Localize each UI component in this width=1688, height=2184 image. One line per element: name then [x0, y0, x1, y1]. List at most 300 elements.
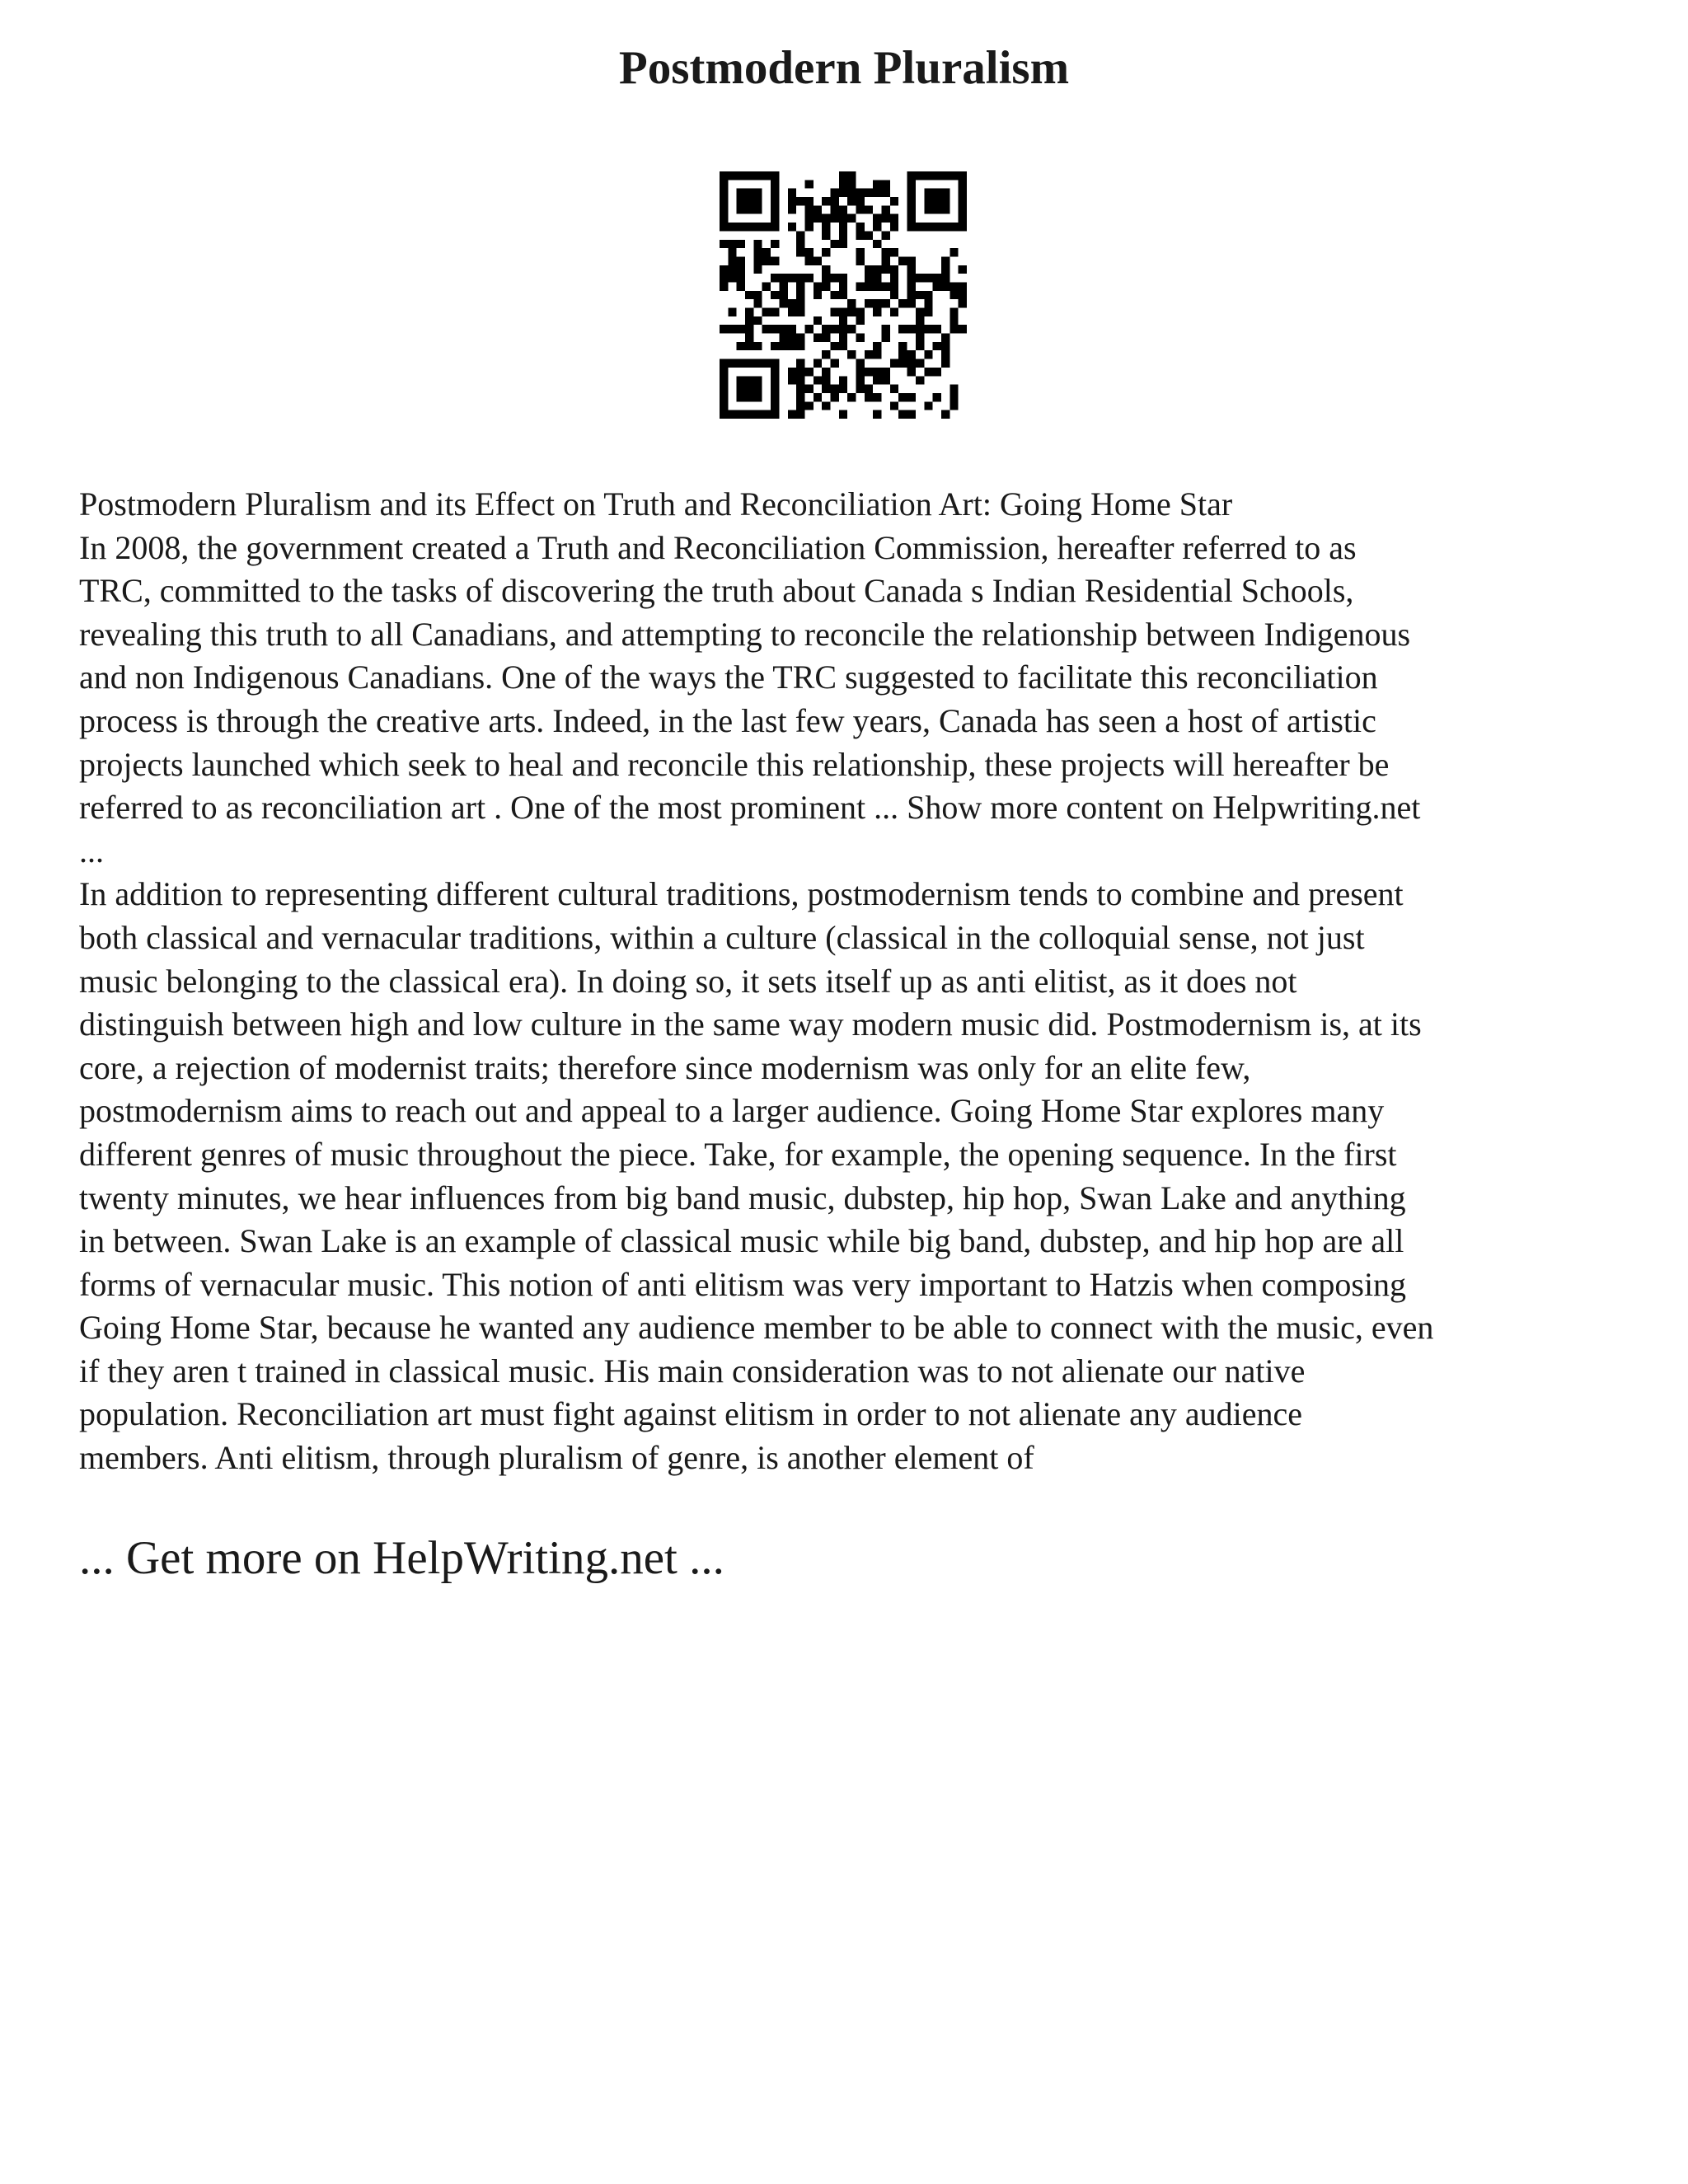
- qr-module: [745, 342, 753, 350]
- qr-module: [762, 256, 771, 265]
- qr-module: [856, 248, 865, 256]
- qr-module: [771, 240, 779, 248]
- qr-module: [814, 214, 822, 223]
- qr-module: [788, 274, 796, 282]
- qr-module: [814, 334, 822, 342]
- qr-module: [873, 180, 881, 188]
- qr-module: [839, 385, 847, 393]
- qr-module: [856, 376, 865, 384]
- qr-module: [771, 256, 779, 265]
- qr-module: [898, 299, 907, 307]
- qr-module: [865, 368, 873, 376]
- qr-module: [941, 350, 950, 359]
- qr-module: [873, 393, 881, 401]
- qr-module: [873, 265, 881, 274]
- qr-module: [814, 376, 822, 384]
- qr-module: [814, 316, 822, 325]
- qr-module: [720, 223, 728, 231]
- qr-module: [907, 274, 916, 282]
- qr-module: [950, 223, 958, 231]
- qr-module: [753, 316, 762, 325]
- qr-module: [847, 325, 856, 333]
- qr-module: [753, 342, 762, 350]
- qr-module: [737, 376, 745, 384]
- qr-module: [959, 325, 967, 333]
- qr-module: [865, 393, 873, 401]
- qr-module: [933, 393, 941, 401]
- qr-module: [873, 342, 881, 350]
- qr-module: [830, 240, 838, 248]
- qr-module: [720, 325, 728, 333]
- qr-module: [907, 171, 916, 180]
- qr-module: [873, 223, 881, 231]
- qr-module: [728, 171, 736, 180]
- qr-module: [753, 299, 762, 307]
- qr-module: [830, 205, 838, 213]
- qr-module: [762, 410, 771, 419]
- qr-module: [882, 231, 890, 239]
- qr-module: [745, 197, 753, 205]
- qr-module: [771, 171, 779, 180]
- qr-module: [745, 410, 753, 419]
- page-title: Postmodern Pluralism: [618, 42, 1070, 94]
- qr-module: [856, 316, 865, 325]
- qr-module: [865, 350, 873, 359]
- qr-module: [890, 197, 898, 205]
- qr-module: [737, 359, 745, 368]
- qr-module: [753, 248, 762, 256]
- qr-module: [941, 197, 950, 205]
- qr-module: [745, 171, 753, 180]
- qr-module: [720, 205, 728, 213]
- qr-module: [916, 316, 924, 325]
- qr-module: [720, 376, 728, 384]
- qr-module: [745, 325, 753, 333]
- qr-module: [737, 171, 745, 180]
- qr-module: [737, 282, 745, 290]
- qr-module: [941, 410, 950, 419]
- qr-module: [771, 308, 779, 316]
- qr-module: [771, 291, 779, 299]
- qr-module: [822, 334, 830, 342]
- qr-module: [796, 410, 804, 419]
- qr-module: [762, 223, 771, 231]
- qr-module: [822, 223, 830, 231]
- qr-module: [865, 299, 873, 307]
- qr-module: [779, 274, 787, 282]
- qr-module: [856, 282, 865, 290]
- qr-module: [771, 393, 779, 401]
- qr-module: [779, 334, 787, 342]
- qr-module: [745, 291, 753, 299]
- qr-module: [830, 393, 838, 401]
- qr-module: [728, 274, 736, 282]
- qr-module: [753, 256, 762, 265]
- qr-module: [814, 359, 822, 368]
- qr-module: [830, 325, 838, 333]
- qr-module: [771, 401, 779, 410]
- qr-module: [771, 342, 779, 350]
- qr-module: [924, 368, 932, 376]
- qr-module: [822, 350, 830, 359]
- qr-module: [720, 265, 728, 274]
- qr-module: [737, 265, 745, 274]
- qr-module: [890, 223, 898, 231]
- qr-module: [753, 205, 762, 213]
- get-more-link[interactable]: ... Get more on HelpWriting.net ...: [79, 1532, 724, 1584]
- qr-module: [916, 325, 924, 333]
- qr-module: [924, 291, 932, 299]
- qr-module: [822, 274, 830, 282]
- qr-module: [822, 248, 830, 256]
- qr-module: [950, 308, 958, 316]
- qr-module: [839, 205, 847, 213]
- qr-module: [728, 325, 736, 333]
- qr-module: [788, 197, 796, 205]
- qr-module: [796, 282, 804, 290]
- qr-module: [796, 359, 804, 368]
- qr-module: [873, 214, 881, 223]
- qr-module: [847, 308, 856, 316]
- qr-module: [745, 316, 753, 325]
- qr-module: [873, 410, 881, 419]
- qr-module: [890, 265, 898, 274]
- qr-module: [839, 282, 847, 290]
- qr-module: [882, 368, 890, 376]
- qr-module: [822, 376, 830, 384]
- qr-module: [941, 189, 950, 197]
- qr-module: [839, 334, 847, 342]
- qr-module: [737, 205, 745, 213]
- qr-module: [873, 368, 881, 376]
- qr-module: [924, 350, 932, 359]
- qr-module: [898, 325, 907, 333]
- qr-module: [856, 231, 865, 239]
- qr-module: [959, 265, 967, 274]
- qr-module: [890, 308, 898, 316]
- qr-module: [882, 205, 890, 213]
- qr-module: [839, 308, 847, 316]
- qr-module: [814, 291, 822, 299]
- qr-module: [856, 359, 865, 368]
- qr-module: [737, 410, 745, 419]
- qr-module: [753, 291, 762, 299]
- qr-module: [804, 274, 813, 282]
- qr-module: [950, 325, 958, 333]
- qr-module: [847, 197, 856, 205]
- qr-module: [933, 189, 941, 197]
- qr-module: [890, 401, 898, 410]
- qr-module: [856, 223, 865, 231]
- qr-module: [924, 299, 932, 307]
- qr-module: [933, 205, 941, 213]
- qr-module: [941, 342, 950, 350]
- qr-module: [950, 282, 958, 290]
- qr-module: [753, 240, 762, 248]
- qr-module: [890, 291, 898, 299]
- qr-module: [839, 342, 847, 350]
- qr-module: [839, 223, 847, 231]
- qr-module: [907, 189, 916, 197]
- qr-module: [916, 223, 924, 231]
- qr-module: [788, 308, 796, 316]
- qr-module: [950, 248, 958, 256]
- qr-module: [822, 231, 830, 239]
- qr-module: [941, 265, 950, 274]
- qr-module: [771, 325, 779, 333]
- qr-module: [771, 214, 779, 223]
- qr-module: [771, 385, 779, 393]
- qr-module: [933, 282, 941, 290]
- qr-module: [788, 205, 796, 213]
- qr-module: [933, 342, 941, 350]
- qr-module: [882, 299, 890, 307]
- qr-module: [950, 316, 958, 325]
- article-body: [79, 483, 1629, 1480]
- qr-module: [804, 214, 813, 223]
- qr-module: [728, 410, 736, 419]
- qr-module: [898, 256, 907, 265]
- qr-module: [916, 334, 924, 342]
- qr-module: [959, 205, 967, 213]
- qr-module: [779, 342, 787, 350]
- qr-module: [822, 368, 830, 376]
- qr-module: [873, 189, 881, 197]
- qr-module: [907, 180, 916, 188]
- qr-module: [882, 214, 890, 223]
- qr-module: [720, 240, 728, 248]
- qr-module: [720, 180, 728, 188]
- qr-module: [856, 308, 865, 316]
- qr-module: [804, 385, 813, 393]
- qr-module: [822, 265, 830, 274]
- qr-module: [907, 325, 916, 333]
- qr-module: [804, 223, 813, 231]
- qr-module: [796, 342, 804, 350]
- qr-module: [959, 197, 967, 205]
- qr-module: [753, 385, 762, 393]
- qr-module: [753, 376, 762, 384]
- qr-module: [898, 410, 907, 419]
- qr-module: [745, 334, 753, 342]
- qr-module: [847, 393, 856, 401]
- qr-module: [830, 359, 838, 368]
- qr-module: [890, 385, 898, 393]
- qr-module: [839, 214, 847, 223]
- qr-module: [882, 265, 890, 274]
- qr-module: [856, 256, 865, 265]
- qr-module: [856, 189, 865, 197]
- qr-module: [924, 197, 932, 205]
- qr-module: [745, 393, 753, 401]
- qr-module: [941, 256, 950, 265]
- qr-module: [788, 376, 796, 384]
- qr-module: [796, 393, 804, 401]
- qr-module: [898, 359, 907, 368]
- qr-module: [890, 359, 898, 368]
- qr-module: [873, 350, 881, 359]
- qr-module: [796, 308, 804, 316]
- qr-module: [720, 385, 728, 393]
- qr-module: [847, 189, 856, 197]
- qr-module: [728, 359, 736, 368]
- qr-module: [753, 410, 762, 419]
- qr-module: [907, 393, 916, 401]
- qr-module: [745, 308, 753, 316]
- qr-module: [933, 223, 941, 231]
- qr-module: [788, 223, 796, 231]
- qr-module: [788, 410, 796, 419]
- qr-module: [796, 197, 804, 205]
- qr-module: [873, 274, 881, 282]
- qr-module: [907, 299, 916, 307]
- qr-module: [788, 368, 796, 376]
- qr-module: [753, 197, 762, 205]
- qr-module: [856, 385, 865, 393]
- qr-module: [839, 274, 847, 282]
- qr-module: [745, 376, 753, 384]
- qr-module: [941, 205, 950, 213]
- qr-module: [856, 205, 865, 213]
- qr-module: [762, 248, 771, 256]
- qr-module: [788, 342, 796, 350]
- qr-module: [804, 256, 813, 265]
- qr-module: [822, 385, 830, 393]
- qr-module: [890, 248, 898, 256]
- qr-module: [907, 282, 916, 290]
- qr-module: [814, 282, 822, 290]
- qr-module: [753, 223, 762, 231]
- qr-module: [796, 376, 804, 384]
- qr-module: [907, 223, 916, 231]
- qr-module: [865, 231, 873, 239]
- qr-module: [847, 180, 856, 188]
- qr-module: [737, 240, 745, 248]
- qr-module: [771, 223, 779, 231]
- qr-module: [959, 223, 967, 231]
- qr-module: [865, 205, 873, 213]
- qr-module: [924, 401, 932, 410]
- qr-module: [959, 171, 967, 180]
- qr-module: [890, 282, 898, 290]
- qr-module: [745, 189, 753, 197]
- qr-module: [856, 334, 865, 342]
- qr-module: [941, 223, 950, 231]
- qr-module: [720, 359, 728, 368]
- qr-module: [804, 205, 813, 213]
- qr-module: [796, 299, 804, 307]
- qr-module: [865, 274, 873, 282]
- qr-module: [737, 325, 745, 333]
- qr-module: [737, 342, 745, 350]
- qr-module: [737, 393, 745, 401]
- qr-module: [796, 334, 804, 342]
- qr-module: [779, 299, 787, 307]
- qr-module: [873, 376, 881, 384]
- qr-module: [907, 291, 916, 299]
- qr-module: [796, 248, 804, 256]
- qr-module: [720, 171, 728, 180]
- qr-module: [916, 342, 924, 350]
- qr-module: [796, 368, 804, 376]
- qr-module: [933, 368, 941, 376]
- qr-module: [737, 385, 745, 393]
- qr-module: [873, 308, 881, 316]
- qr-module: [762, 359, 771, 368]
- qr-module: [728, 223, 736, 231]
- qr-module: [856, 368, 865, 376]
- qr-module: [847, 171, 856, 180]
- qr-module: [907, 359, 916, 368]
- qr-module: [830, 342, 838, 350]
- qr-module: [804, 248, 813, 256]
- qr-code-graphic: [720, 171, 967, 419]
- qr-module: [839, 410, 847, 419]
- qr-module: [822, 197, 830, 205]
- qr-module: [720, 274, 728, 282]
- qr-module: [882, 376, 890, 384]
- qr-module: [762, 282, 771, 290]
- qr-module: [788, 189, 796, 197]
- qr-module: [753, 171, 762, 180]
- qr-module: [796, 401, 804, 410]
- qr-module: [745, 385, 753, 393]
- qr-module: [830, 274, 838, 282]
- qr-module: [822, 325, 830, 333]
- qr-module: [779, 282, 787, 290]
- qr-module: [839, 376, 847, 384]
- qr-module: [839, 189, 847, 197]
- qr-module: [830, 308, 838, 316]
- qr-module: [839, 171, 847, 180]
- qr-module: [907, 256, 916, 265]
- qr-module: [779, 325, 787, 333]
- qr-module: [804, 368, 813, 376]
- qr-module: [753, 265, 762, 274]
- qr-module: [882, 248, 890, 256]
- qr-module: [856, 197, 865, 205]
- qr-module: [898, 342, 907, 350]
- qr-module: [830, 189, 838, 197]
- qr-module: [924, 171, 932, 180]
- qr-module: [959, 180, 967, 188]
- qr-module: [916, 274, 924, 282]
- qr-module: [933, 274, 941, 282]
- qr-module: [959, 282, 967, 290]
- qr-module: [907, 214, 916, 223]
- qr-code-icon: [720, 171, 967, 419]
- qr-module: [916, 359, 924, 368]
- qr-module: [839, 325, 847, 333]
- qr-module: [814, 256, 822, 265]
- qr-module: [796, 385, 804, 393]
- article-paragraph-main: In addition to representing different cultural traditions, postmodernism tends to combine and present both classical and vernacular traditions, within a culture (classical in the colloquial sense, not just music belonging to the classical era). In doing so, it sets itself up as anti elitist, as it does not distinguish between high and low culture in the same way modern music did. Postmodernism is, at its core, a rejection of modernist traits; therefore since modernism was only for an elite few, postmodernism aims to reach out and appeal to a larger audience. Going Home Star explores many different genres of music throughout the piece. Take, for example, the opening sequence. In the first twenty minutes, we hear influences from big band music, dubstep, hip hop, Swan Lake and anything in between. Swan Lake is an example of classical music while big band, dubstep, and hip hop are all forms of vernacular music. This notion of anti elitism was very important to Hatzis when composing Going Home Star, because he wanted any audience member to be able to connect with the music, even if they aren t trained in classical music. His main consideration was to not alienate our native population. Reconciliation art must fight against elitism in order to not alienate any audience members. Anti elitism, through pluralism of genre, is another element of: [79, 875, 1434, 1477]
- qr-module: [865, 282, 873, 290]
- qr-module: [771, 376, 779, 384]
- qr-module: [933, 325, 941, 333]
- qr-module: [898, 350, 907, 359]
- qr-module: [771, 205, 779, 213]
- qr-module: [941, 334, 950, 342]
- qr-module: [762, 308, 771, 316]
- qr-module: [959, 214, 967, 223]
- qr-module: [924, 325, 932, 333]
- qr-module: [771, 368, 779, 376]
- qr-module: [804, 197, 813, 205]
- qr-module: [745, 205, 753, 213]
- qr-module: [720, 401, 728, 410]
- qr-module: [720, 393, 728, 401]
